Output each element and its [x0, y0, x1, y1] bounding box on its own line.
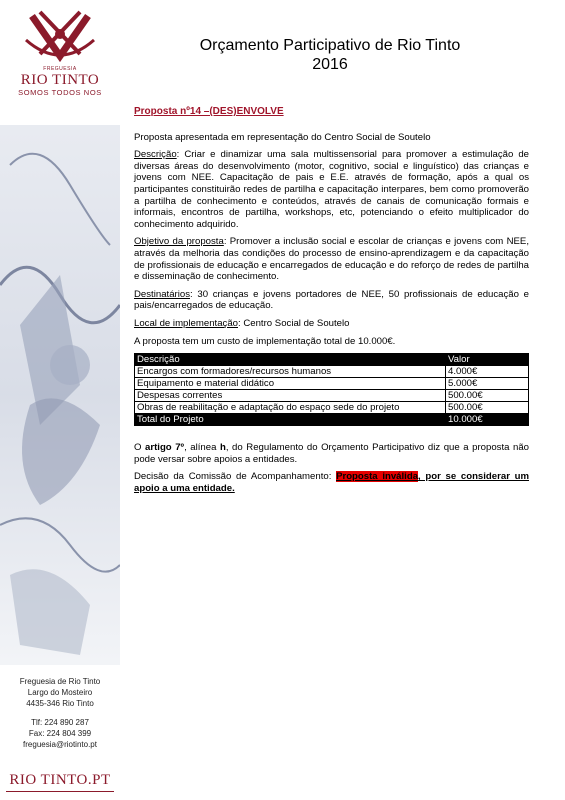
- proposal-content: [134, 106, 529, 500]
- objetivo-label: Objetivo da proposta: [134, 236, 224, 248]
- website-link[interactable]: RIO TINTO.PT: [9, 772, 111, 788]
- table-total-cell: 10.000€: [446, 414, 529, 426]
- text-fragment: , alínea: [184, 442, 220, 454]
- objetivo-text: : Promover a inclusão social e escolar de crianças e jovens com NEE, através da melhoria das condições do processo de ensino-aprendizagem e da capacitação de profissionais de educação e encarregados de educação e do reforço de redes de partilha e disseminação de conhecimento.: [134, 236, 529, 283]
- local-label: Local de implementação: [134, 317, 238, 329]
- article-ref: artigo 7º: [145, 442, 185, 454]
- contact-line: Freguesia de Rio Tinto: [19, 677, 101, 686]
- table-cell: Equipamento e material didático: [135, 378, 446, 390]
- contacts-block: [0, 676, 120, 750]
- logo-emblem-icon: [20, 10, 100, 68]
- table-row: [135, 402, 529, 414]
- page-title: [130, 36, 530, 74]
- table-cell: Encargos com formadores/recursos humanos: [135, 366, 446, 378]
- logo-name: RIO TINTO: [20, 72, 100, 88]
- contact-line: Largo do Mosteiro: [27, 688, 93, 697]
- text-fragment: O: [134, 442, 146, 454]
- contact-line: 4435-346 Rio Tinto: [26, 699, 94, 708]
- phone-line: Tlf: 224 890 287: [31, 718, 89, 727]
- descricao-paragraph: [134, 149, 529, 230]
- email-link[interactable]: freguesia@riotinto.pt: [23, 740, 97, 749]
- regulation-paragraph: [134, 442, 529, 465]
- descricao-text: : Criar e dinamizar uma sala multissensorial para promover a estimulação de diversas áreas do desenvolvimento (motor, cognitivo, social e linguístico) das crianças e jovens com NEE. Capacitação de pais e E.E. através de formação, após a qual os participantes constituirão redes de partilha e capacitação interpares, bem como promoverão a partilha de conhecimento e conteúdos, através de canais de comunicação formais e informais, encontros de partilha, workshops, etc, potenciando o efeito multiplicador do conhecimento adquirido.: [134, 149, 529, 230]
- logo-small-text: FREGUESIA: [43, 66, 77, 72]
- table-header-cell: Descrição: [135, 354, 446, 366]
- table-row: [135, 390, 529, 402]
- destinatarios-paragraph: [134, 289, 529, 312]
- objetivo-paragraph: [134, 236, 529, 282]
- fax-line: Fax: 224 804 399: [28, 729, 92, 738]
- local-text: : Centro Social de Soutelo: [238, 317, 350, 329]
- destinatarios-text: : 30 crianças e jovens portadores de NEE, 50 profissionais de educação e pais/encarregados de educação.: [134, 288, 529, 312]
- destinatarios-label: Destinatários: [134, 288, 190, 300]
- decision-reason: , por se considerar um apoio a uma entidade.: [134, 471, 530, 494]
- table-cell: Obras de reabilitação e adaptação do espaço sede do projeto: [135, 402, 446, 414]
- logo: [0, 10, 120, 120]
- local-paragraph: [134, 318, 529, 330]
- table-total-cell: Total do Projeto: [135, 414, 446, 426]
- divider: [6, 791, 114, 792]
- table-header-row: [135, 354, 529, 366]
- proposal-title: Proposta nº14 –(DES)ENVOLVE: [134, 106, 284, 117]
- table-cell: Despesas correntes: [135, 390, 446, 402]
- budget-table: [134, 353, 529, 426]
- logo-tagline: SOMOS TODOS NOS: [18, 88, 102, 97]
- sidebar: [0, 0, 120, 800]
- table-cell: 500.00€: [446, 402, 529, 414]
- table-row: [135, 378, 529, 390]
- text-fragment: , do Regulamento do Orçamento Participativo diz que a proposta não pode versar sobre apoios a entidades.: [134, 442, 530, 465]
- descricao-label: Descrição: [134, 149, 177, 161]
- table-row: [135, 366, 529, 378]
- invalid-badge: Proposta inválida: [336, 471, 419, 483]
- alinea-ref: h: [219, 442, 226, 454]
- table-total-row: [135, 414, 529, 426]
- table-cell: 4.000€: [446, 366, 529, 378]
- custo-paragraph: A proposta tem um custo de implementação total de 10.000€.: [134, 335, 396, 347]
- title-year: 2016: [312, 56, 348, 73]
- decision-label: Decisão da Comissão de Acompanhamento:: [134, 471, 337, 483]
- table-header-cell: Valor: [446, 354, 529, 366]
- decorative-tile-illustration: [0, 125, 120, 665]
- title-line: Orçamento Participativo de Rio Tinto: [199, 37, 461, 54]
- table-cell: 500.00€: [446, 390, 529, 402]
- decision-paragraph: [134, 471, 529, 494]
- table-cell: 5.000€: [446, 378, 529, 390]
- intro-paragraph: Proposta apresentada em representação do Centro Social de Soutelo: [134, 131, 431, 143]
